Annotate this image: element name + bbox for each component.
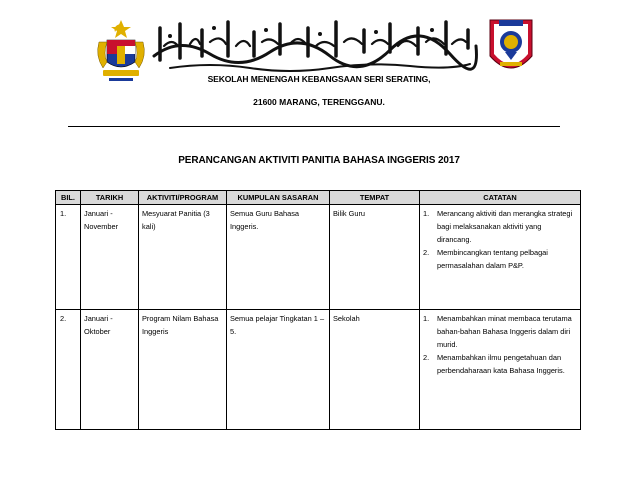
table-header-row	[56, 191, 581, 205]
list-item-number: 2.	[423, 353, 430, 362]
list-item-text: Merancang aktiviti dan merangka strategi bagi melaksanakan aktiviti yang dirancang.	[437, 209, 573, 244]
document-title: PERANCANGAN AKTIVITI PANITIA BAHASA INGGERIS 2017	[178, 155, 460, 166]
column-header-tempat: TEMPAT	[330, 191, 420, 205]
school-name: SEKOLAH MENENGAH KEBANGSAAN SERI SERATING,	[207, 74, 431, 84]
jawi-calligraphy-icon	[150, 16, 480, 74]
cell-bil: 1.	[56, 205, 81, 310]
column-header-bil: BIL.	[56, 191, 81, 205]
list-item-text: Menambahkan minat membaca terutama bahan-bahan Bahasa Inggeris dalam diri murid.	[437, 314, 572, 349]
cell-catatan	[420, 205, 581, 310]
cell-tarikh: Januari - November	[81, 205, 139, 310]
list-item-number: 1.	[423, 209, 430, 218]
cell-tempat: Sekolah	[330, 310, 420, 430]
column-header-aktiviti: AKTIVITI/PROGRAM	[139, 191, 227, 205]
cell-catatan	[420, 310, 581, 430]
cell-tempat: Bilik Guru	[330, 205, 420, 310]
cell-sasaran: Semua Guru Bahasa Inggeris.	[227, 205, 330, 310]
table-row	[56, 205, 581, 310]
list-item-number: 2.	[423, 248, 430, 257]
table-row	[56, 310, 581, 430]
cell-sasaran: Semua pelajar Tingkatan 1 – 5.	[227, 310, 330, 430]
cell-aktiviti: Program Nilam Bahasa Inggeris	[139, 310, 227, 430]
list-item-number: 1.	[423, 314, 430, 323]
list-item	[423, 312, 577, 351]
activity-plan-table	[55, 190, 581, 430]
list-item	[423, 351, 577, 377]
list-item	[423, 246, 577, 272]
list-item-text: Membincangkan tentang pelbagai permasalahan dalam P&P.	[437, 248, 548, 270]
column-header-tarikh: TARIKH	[81, 191, 139, 205]
cell-aktiviti: Mesyuarat Panitia (3 kali)	[139, 205, 227, 310]
malaysia-coat-of-arms-icon	[93, 18, 149, 82]
cell-tarikh: Januari - Oktober	[81, 310, 139, 430]
catatan-list	[423, 312, 577, 377]
school-address: 21600 MARANG, TERENGGANU.	[253, 97, 385, 107]
column-header-catatan: CATATAN	[420, 191, 581, 205]
list-item-text: Menambahkan ilmu pengetahuan dan perbendaharaan kata Bahasa Inggeris.	[437, 353, 565, 375]
catatan-list	[423, 207, 577, 272]
header-divider	[68, 126, 560, 127]
school-crest-icon	[484, 16, 538, 82]
list-item	[423, 207, 577, 246]
column-header-sasaran: KUMPULAN SASARAN	[227, 191, 330, 205]
cell-bil: 2.	[56, 310, 81, 430]
